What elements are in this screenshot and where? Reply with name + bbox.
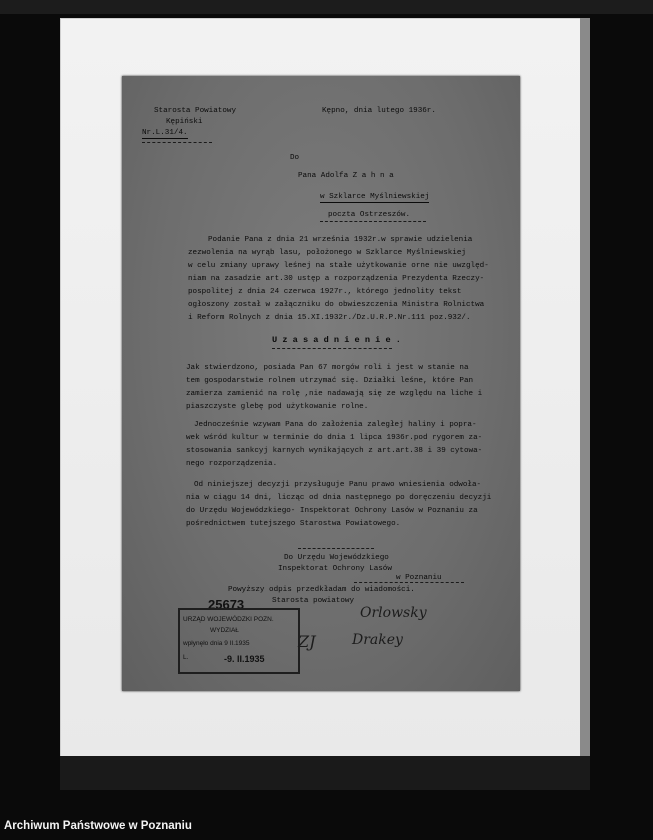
receipt-stamp [178,608,300,674]
summons-line: Jednocześnie wzywam Pana do założenia zaległej haliny i popra- [194,421,477,429]
addressee-do: Do [290,154,300,162]
justification-heading: U z a s a d n i e n i e . [272,335,401,345]
summons-line: stosowania sankcyj karnych wynikających z art.art.38 i 39 cytowa- [186,447,483,455]
stamp-line-1: URZĄD WOJEWÓDZKI POZN. [183,616,274,623]
copy-forward-note: Powyższy odpis przedkładam do wiadomości. [228,586,415,594]
copy-divider [298,548,374,549]
summons-line: nego rozporządzenia. [186,460,278,468]
stamp-registry-number: 25673 [208,597,245,612]
authority-line-2: Kępiński [166,118,203,126]
stamp-date: -9. II.1935 [224,654,265,664]
addressee-post: poczta Ostrzeszów. [328,211,411,219]
decision-line: w celu zmiany uprawy leśnej na stałe użytkowanie orne nie uwzględ- [188,262,489,270]
appeal-line: nia w ciągu 14 dni, licząc od dnia następnego po doręczeniu decyzji [186,494,492,502]
copy-to-underline [354,582,464,583]
stamp-line-3: wpłynęło dnia 9 II.1935 [183,640,250,647]
signature-official: Drakey [352,632,403,648]
stamp-line-2: WYDZIAŁ [210,627,239,634]
copy-signatory: Starosta powiatowy [272,597,355,605]
addressee-underline [320,221,426,222]
reference-underline [142,142,212,143]
copy-to-line-2: Inspektorat Ochrony Lasów [278,565,392,573]
justification-line: Jak stwierdzono, posiada Pan 67 morgów roli i jest w stanie na [186,364,469,372]
decision-line: ogłoszony został w załączniku do obwieszczenia Ministra Rolnictwa [188,301,485,309]
justification-line: tem gospodarstwie rolnem utrzymać się. Działki leśne, które Pan [186,377,474,385]
reference-number: Nr.L.31/4. [142,128,188,139]
decision-line: i Reform Rolnych z dnia 15.XI.1932r./Dz.U.R.P.Nr.111 poz.932/. [188,314,471,322]
copy-to-line-3: w Poznaniu [396,574,442,582]
heading-underline [272,348,392,349]
justification-line: piaszczyste glebę pod użytkowanie rolne. [186,403,369,411]
appeal-line: pośrednictwem tutejszego Starostwa Powiatowego. [186,520,401,528]
archive-caption: Archiwum Państwowe w Poznaniu [4,820,192,832]
appeal-line: Od niniejszej decyzji przysługuje Panu prawo wniesienia odwoła- [194,481,482,489]
film-top-edge [0,0,653,14]
stamp-line-4: L. [183,654,189,661]
place-and-date: Kępno, dnia lutego 1936r. [322,107,436,115]
appeal-line: do Urzędu Wojewódzkiego- Inspektorat Ochrony Lasów w Poznaniu za [186,507,478,515]
document-page [122,76,520,691]
decision-line: niam na zasadzie art.30 ustęp a rozporządzenia Prezydenta Rzeczy- [188,275,485,283]
addressee-location: w Szklarce Myślniewskiej [320,192,429,203]
decision-line: zezwolenia na wyrąb lasu, położonego w Szklarce Myślniewskiej [188,249,466,257]
film-bottom-strip [60,756,590,790]
scan-mount-edge [580,18,590,758]
decision-line: Podanie Pana z dnia 21 września 1932r.w sprawie udzielenia [208,236,473,244]
summons-line: wek wśród kultur w terminie do dnia 1 lipca 1936r.pod rygorem za- [186,434,483,442]
signature-initials: ZJ [298,632,316,651]
addressee-name: Pana Adolfa Z a h n a [298,172,394,180]
copy-to-line-1: Do Urzędu Wojewódzkiego [284,554,389,562]
justification-line: zamierza zamienić na rolę ,nie nadawają się ze względu na liche i [186,390,483,398]
authority-line-1: Starosta Powiatowy [154,107,237,115]
decision-line: pospolitej z dnia 24 czerwca 1927r., którego jednolity tekst [188,288,462,296]
signature-starosta: Orlowsky [360,605,427,621]
